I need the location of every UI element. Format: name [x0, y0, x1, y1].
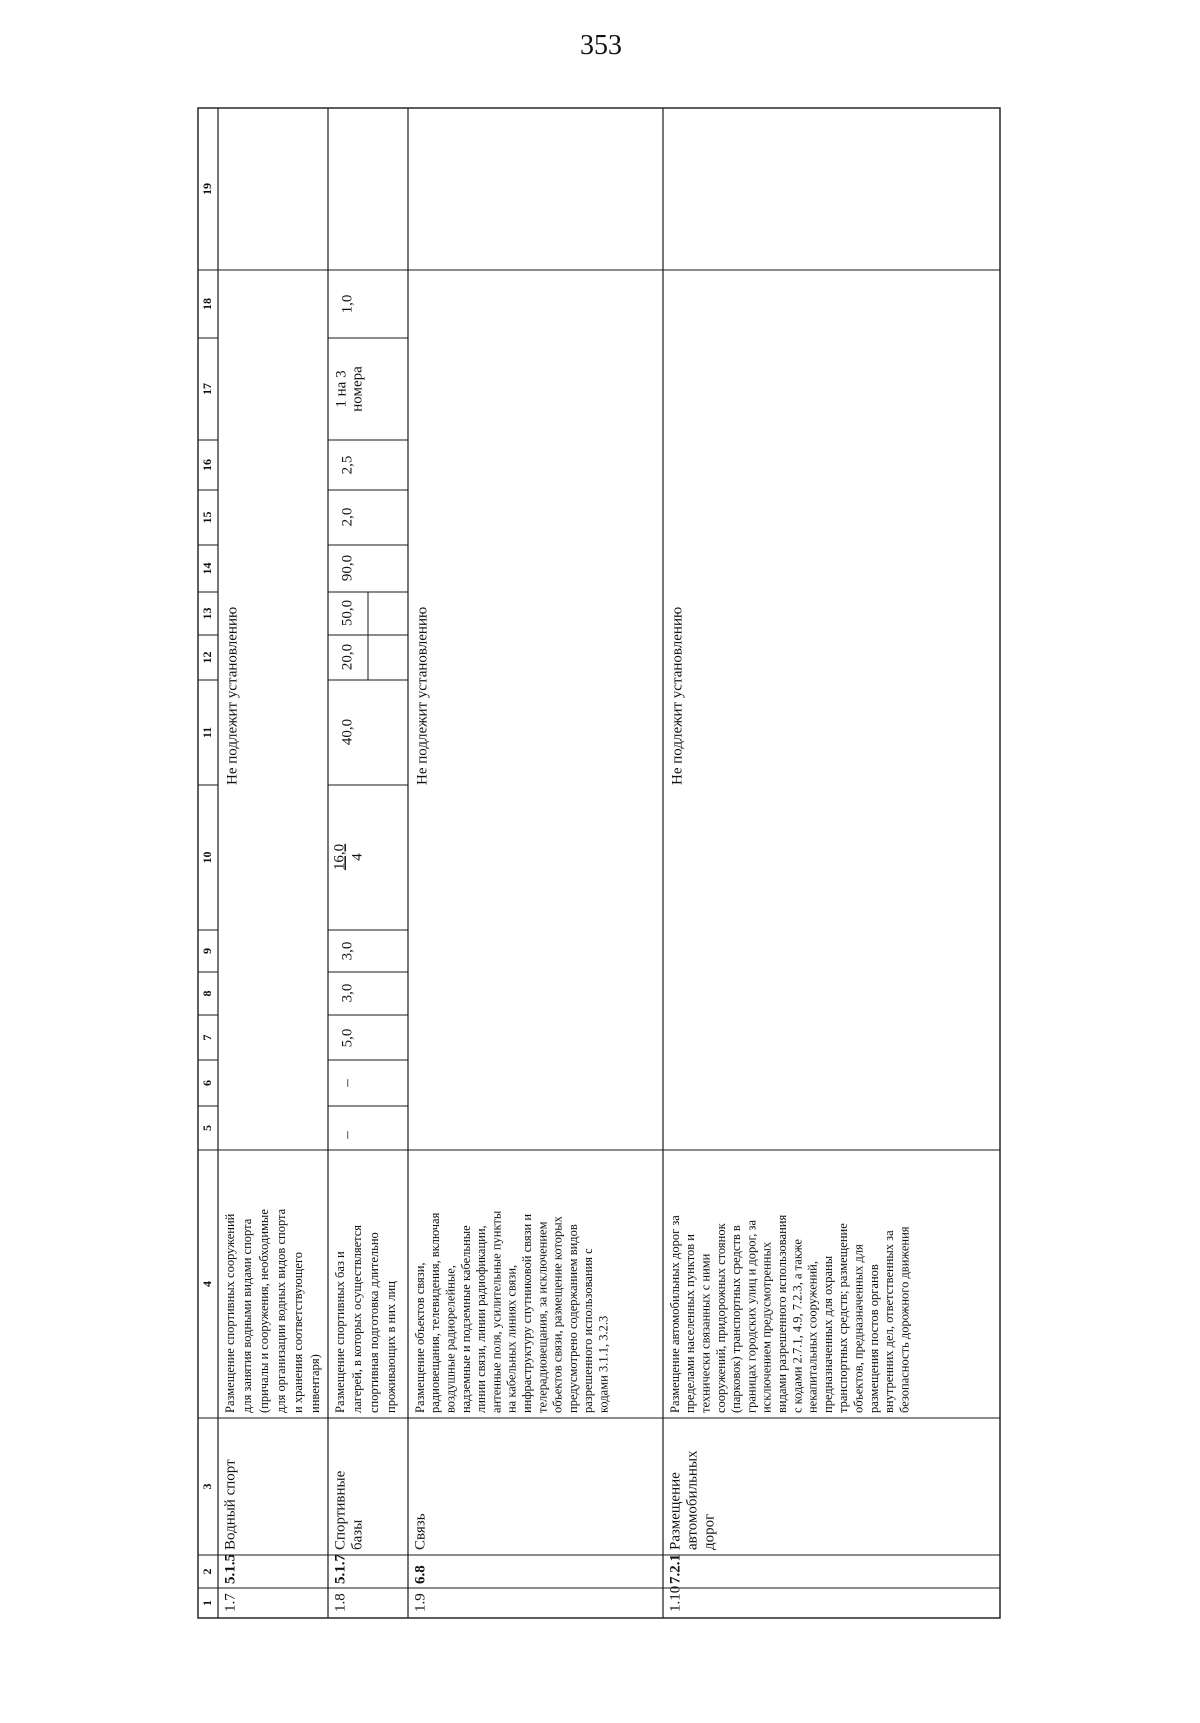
col10-value-denominator: 4 — [349, 853, 366, 861]
column-number-17: 17 — [199, 383, 214, 395]
use-name-line: Спортивные — [332, 1470, 349, 1550]
use-name-line: базы — [349, 1519, 366, 1550]
use-description-line: для занятия водными видами спорта — [239, 1218, 254, 1413]
col17-value-line: номера — [349, 366, 366, 412]
col17-value-line: 1 на 3 — [333, 370, 350, 408]
use-description-line: безопасность дорожного движения — [897, 1226, 912, 1413]
use-description-line: спортивная подготовка длительно — [366, 1232, 381, 1413]
column-number-10: 10 — [199, 851, 214, 864]
use-description-line: кодами 3.1.1, 3.2.3 — [596, 1315, 611, 1413]
column-number-1: 1 — [199, 1600, 214, 1606]
use-description-line: разрешенного использования с — [581, 1248, 596, 1413]
use-description-line: объектов, предназначенных для — [851, 1244, 866, 1413]
use-description-line: Размещение объектов связи, — [412, 1262, 427, 1413]
use-description-line: исключением предусмотренных — [759, 1241, 774, 1413]
use-description-line: пределами населенных пунктов и — [683, 1234, 698, 1413]
col13-value: 50,0 — [339, 599, 356, 627]
row-code-3: 6.8 — [412, 1565, 429, 1584]
col11-value: 40,0 — [339, 718, 356, 746]
col10-value-numerator: 16,0 — [331, 843, 348, 871]
use-description-line: Размещение спортивных сооружений — [222, 1213, 237, 1413]
use-description-line: антенные поля, усилительные пункты — [489, 1210, 504, 1413]
use-description-line: радиовещания, телевидения, включая — [428, 1212, 443, 1413]
use-description-line: телерадиовещания, за исключением — [535, 1221, 550, 1413]
column-number-6: 6 — [199, 1080, 214, 1086]
use-description-line: предусмотрено содержанием видов — [565, 1224, 580, 1413]
use-description-line: Размещение автомобильных дорог за — [667, 1215, 682, 1413]
use-description-line: для организации водных видов спорта — [273, 1208, 288, 1413]
column-number-11: 11 — [199, 726, 214, 739]
use-description-line: Размещение спортивных баз и — [332, 1251, 347, 1413]
use-description-line: предназначенных для охраны — [820, 1255, 835, 1413]
column-number-4: 4 — [199, 1281, 214, 1287]
merged-note-not-established: Не подлежит установлению — [669, 606, 686, 785]
use-description-line: транспортных средств; размещение — [836, 1223, 851, 1413]
use-description-line: и хранения соответствующего — [290, 1251, 305, 1413]
col9-value: 3,0 — [339, 941, 356, 961]
column-number-14: 14 — [199, 562, 214, 575]
column-number-3: 3 — [199, 1483, 214, 1490]
row-number-3: 1.9 — [412, 1593, 429, 1612]
row-number-1: 1.7 — [222, 1593, 239, 1612]
use-description-line: надземные и подземные кабельные — [458, 1225, 473, 1413]
column-number-5: 5 — [199, 1125, 214, 1131]
use-description-line: сооружений, придорожных стоянок — [713, 1223, 728, 1413]
use-description-line: проживающих в них лиц — [383, 1281, 398, 1413]
use-name-line: дорог — [701, 1513, 718, 1550]
row-code-1: 5.1.5 — [222, 1554, 239, 1584]
use-name-line: автомобильных — [684, 1450, 701, 1550]
row-code-2: 5.1.7 — [332, 1554, 349, 1584]
col5-value: – — [339, 1131, 356, 1139]
use-description-line: некапитальных сооружений, — [805, 1261, 820, 1413]
column-number-15: 15 — [199, 511, 214, 524]
column-number-9: 9 — [199, 948, 214, 954]
use-description-line: линии связи, линии радиофикации, — [474, 1225, 489, 1413]
col7-value: 5,0 — [339, 1028, 356, 1048]
use-description-line: размещения постов органов — [866, 1264, 881, 1413]
column-number-19: 19 — [199, 183, 214, 195]
use-description-line: воздушные радиорелейные, — [443, 1265, 458, 1413]
merged-note-not-established: Не подлежит установлению — [224, 606, 241, 785]
use-description-line: (причалы и сооружения, необходимые — [256, 1209, 271, 1413]
column-number-2: 2 — [199, 1568, 214, 1575]
col8-value: 3,0 — [339, 983, 356, 1003]
use-description-line: объектов связи, размещение которых — [550, 1216, 565, 1413]
col14-value: 90,0 — [339, 554, 356, 582]
row-number-4: 1.10 — [667, 1585, 684, 1612]
col12-value: 20,0 — [339, 643, 356, 671]
column-number-18: 18 — [199, 298, 214, 310]
use-description-line: инвентаря) — [307, 1354, 322, 1413]
col15-value: 2,0 — [339, 507, 356, 527]
use-description-line: на кабельных линиях связи, — [504, 1264, 519, 1413]
use-description-line: внутренних дел, ответственных за — [882, 1230, 897, 1413]
use-description-line: лагерей, в которых осуществляется — [349, 1224, 364, 1413]
use-name-line: Водный спорт — [222, 1459, 239, 1550]
use-description-line: границах городских улиц и дорог, за — [744, 1220, 759, 1413]
column-number-12: 12 — [199, 651, 214, 664]
use-description-line: технически связанных с ними — [698, 1253, 713, 1413]
col16-value: 2,5 — [339, 455, 356, 475]
use-name-line: Связь — [412, 1513, 429, 1550]
col18-value: 1,0 — [339, 294, 356, 314]
column-number-7: 7 — [199, 1034, 214, 1041]
column-number-13: 13 — [199, 607, 214, 620]
use-name-line: Размещение — [667, 1472, 684, 1550]
use-description-line: с кодами 2.7.1, 4.9, 7.2.3, а также — [790, 1239, 805, 1413]
use-description-line: видами разрешенного использования — [774, 1214, 789, 1413]
row-code-4: 7.2.1 — [667, 1554, 684, 1584]
page-number: 353 — [580, 30, 622, 61]
col6-value: – — [339, 1079, 356, 1087]
column-number-16: 16 — [199, 459, 214, 471]
use-description-line: (парковок) транспортных средств в — [729, 1225, 744, 1413]
column-number-8: 8 — [199, 990, 214, 997]
row-number-2: 1.8 — [332, 1593, 349, 1612]
use-description-line: инфраструктуру спутниковой связи и — [519, 1213, 534, 1413]
merged-note-not-established: Не подлежит установлению — [414, 606, 431, 785]
